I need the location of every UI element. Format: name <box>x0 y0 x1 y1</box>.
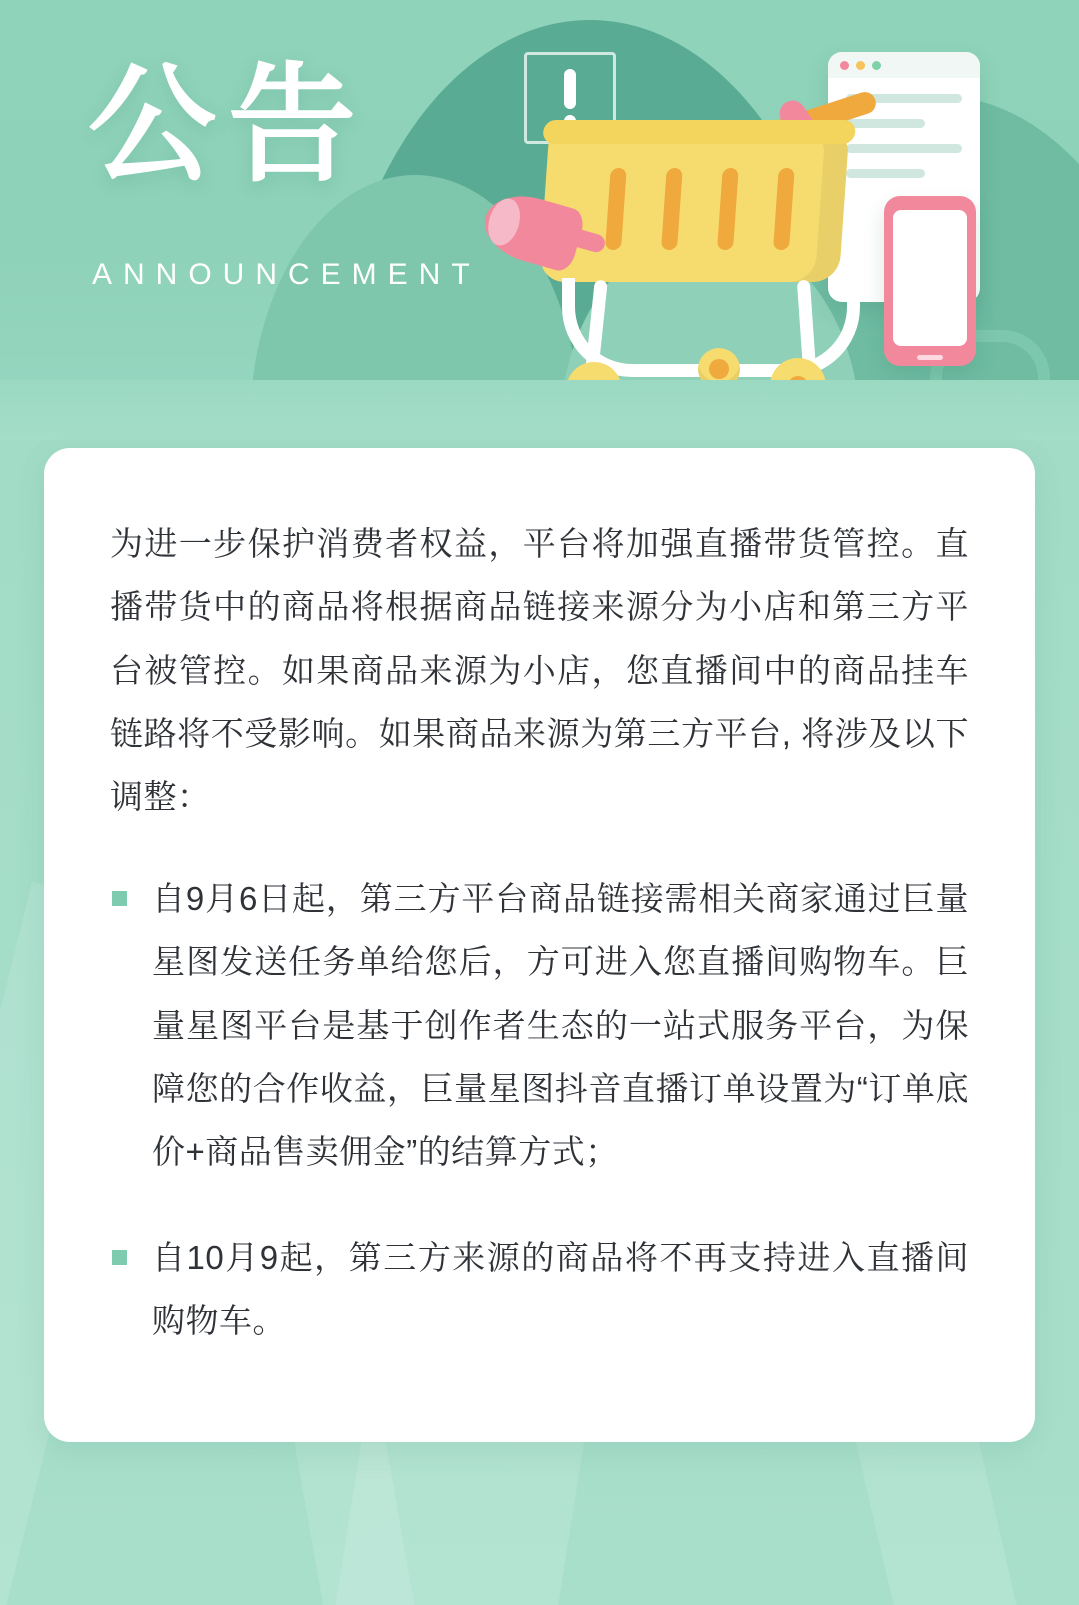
shopping-cart-icon <box>470 90 890 420</box>
page-subtitle: ANNOUNCEMENT <box>92 258 481 291</box>
browser-dot-red <box>840 61 849 70</box>
phone-home-bar <box>917 355 943 360</box>
list-item-text: 自10月9起，第三方来源的商品将不再支持进入直播间购物车。 <box>152 1238 969 1339</box>
cart-basket-rim <box>542 120 856 144</box>
cart-wheel-hub <box>709 359 729 379</box>
phone-screen <box>893 210 967 346</box>
list-item <box>110 867 969 1184</box>
smartphone-icon <box>884 196 976 366</box>
browser-titlebar <box>828 52 980 78</box>
cart-basket-slat <box>717 168 739 250</box>
bullet-marker-icon <box>112 1250 127 1265</box>
bullet-list <box>110 867 969 1353</box>
list-item <box>110 1226 969 1353</box>
cart-basket-slat <box>773 168 795 250</box>
cart-basket-slat <box>605 168 627 250</box>
list-item-text: 自9月6日起，第三方平台商品链接需相关商家通过巨量星图发送任务单给您后，方可进入您直播间购物车。巨量星图平台是基于创作者生态的一站式服务平台，为保障您的合作收益，巨量星图抖音直播订单设置为“订单底价+商品售卖佣金”的结算方式； <box>152 879 969 1171</box>
bullet-marker-icon <box>112 891 127 906</box>
intro-paragraph: 为进一步保护消费者权益，平台将加强直播带货管控。直播带货中的商品将根据商品链接来源分为小店和第三方平台被管控。如果商品来源为小店，您直播间中的商品挂车链路将不受影响。如果商品来源为第三方平台, 将涉及以下调整： <box>110 525 969 816</box>
browser-dot-green <box>872 61 881 70</box>
cart-basket <box>539 132 849 282</box>
megaphone-mouth <box>483 195 525 249</box>
cart-basket-slat <box>661 168 683 250</box>
page-title: 公告 <box>88 54 369 197</box>
ground-shape <box>0 380 1079 440</box>
announcement-card <box>44 448 1035 1442</box>
hero-banner <box>0 0 1079 440</box>
browser-dot-yellow <box>856 61 865 70</box>
